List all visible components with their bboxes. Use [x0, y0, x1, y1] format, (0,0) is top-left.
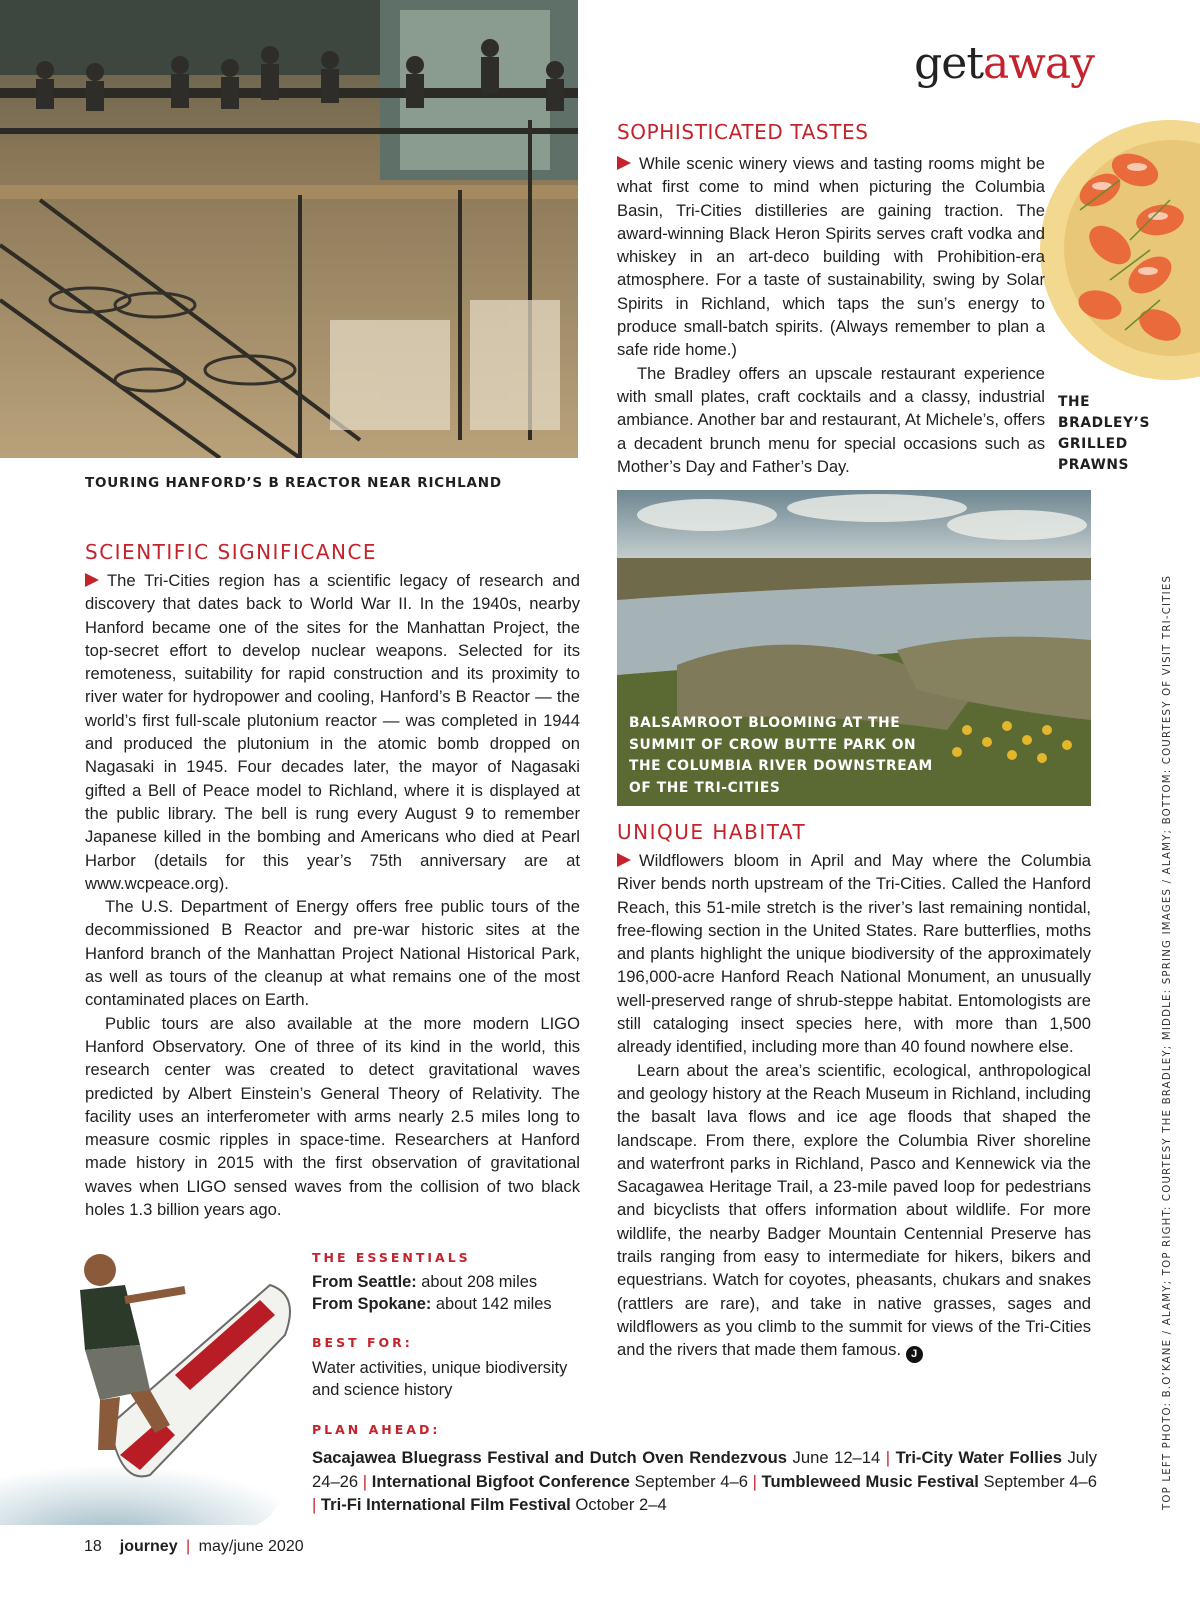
essentials-label: THE ESSENTIALS	[312, 1250, 471, 1265]
scientific-section	[85, 540, 580, 1221]
best-for-text: Water activities, unique biodiversity and science history	[312, 1359, 568, 1399]
magazine-name: journey	[119, 1538, 178, 1555]
section-logo	[914, 38, 1094, 89]
event-separator: |	[362, 1471, 368, 1491]
arrow-icon	[85, 573, 99, 587]
paragraph: The U.S. Department of Energy offers free public tours of the decommissioned B Reactor and pre-war historic sites at the Hanford branch of the Manhattan Project National Historical Park, as well as tours of the cleanup at what remains one of the most contaminated places on Earth.	[85, 897, 580, 1010]
paragraph-text: Wildflowers bloom in April and May where the Columbia River bends north upstream of the Tri-Cities. Called the Hanford Reach, this 51-mile stretch is the river’s last remaining nontidal, free-flowing section in the United States. Rare butterflies, moths and plants highlight the unique biodiversity of the approximately 196,000-acre Hanford Reach National Monument, an unusually well-preserved range of shrub-steppe habitat. Entomologists are still cataloging insect species here, with more than 1,500 already identified, including more than 40 found nowhere else.	[617, 851, 1091, 1057]
event-name: Sacajawea Bluegrass Festival and Dutch Oven Rendezvous	[312, 1448, 788, 1467]
prawns-caption-line: BRADLEY’S	[1058, 415, 1151, 431]
page-footer	[84, 1538, 304, 1556]
paragraph	[85, 569, 580, 895]
event-separator: |	[885, 1448, 891, 1467]
distance-spokane	[312, 1294, 592, 1316]
sophisticated-body	[617, 152, 1045, 478]
event-name: Tumbleweed Music Festival	[756, 1471, 979, 1491]
butte-caption-line: BALSAMROOT BLOOMING AT THE	[629, 715, 901, 731]
plan-ahead-label: PLAN AHEAD:	[312, 1422, 441, 1437]
sophisticated-section	[617, 120, 1045, 478]
paragraph-text: Learn about the area’s scientific, ecological, anthropological and geology history at the Reach Museum in Richland, including the basalt lava flows and ice age floods that shaped the landscape. From there, explore the Columbia River shoreline and waterfront parks in Richland, Pasco and Kennewick via the Sacagawea Heritage Trail, a 23-mile paved loop for pedestrians and bicyclists that offers information about wildlife. For more wildlife, the nearby Badger Mountain Centennial Preserve has trails ranging from easy to intermediate for hikers, bikers and equestrians. Watch for coyotes, pheasants, chukars and snakes (rattlers are rare), and take in native grasses, sages and wildflowers as you climb to the summit for views of the Tri-Cities and the rivers that made them famous.	[617, 1060, 1091, 1360]
distance-seattle	[312, 1272, 592, 1294]
butte-caption	[629, 713, 933, 799]
best-for-label: BEST FOR:	[312, 1335, 413, 1350]
paragraph-text: While scenic winery views and tasting rooms might be what first come to mind when picturing the Columbia Basin, Tri-Cities distilleries are gaining traction. The award-winning Black Heron Spirits serves craft vodka and whiskey in an art-deco building with Prohibition-era atmosphere. For a taste of sustainability, swing by Solar Spirits in Richland, which taps the sun’s energy to produce small-batch spirits. (Always remember to plan a safe ride home.)	[617, 154, 1045, 360]
plan-ahead	[312, 1422, 1097, 1517]
event-name: International Bigfoot Conference	[367, 1471, 630, 1491]
sophisticated-heading: SOPHISTICATED TASTES	[617, 120, 869, 144]
reactor-photo	[0, 0, 578, 458]
scientific-body	[85, 569, 580, 1221]
page-number: 18	[84, 1538, 102, 1555]
distance-value: about 142 miles	[431, 1294, 552, 1313]
essentials-distance	[312, 1272, 592, 1315]
butte-caption-line: SUMMIT OF CROW BUTTE PARK ON	[629, 736, 917, 753]
unique-body	[617, 849, 1091, 1363]
paragraph	[617, 849, 1091, 1059]
event-separator: |	[752, 1471, 757, 1491]
event-separator: |	[312, 1495, 317, 1514]
prawns-caption-line: GRILLED	[1058, 436, 1128, 452]
paragraph-text: The Tri-Cities region has a scientific legacy of research and discovery that dates back to World War II. In the 1940s, nearby Hanford became one of the sites for the Manhattan Project, the top-secret effort to develop nuclear weapons. Selected for its remoteness, suitability for rapid construction and its proximity to river water for hydropower and cooling, Hanford’s B Reactor — the world’s first full-scale plutonium reactor — was completed in 1944 and produced the plutonium in the atomic bomb dropped on Nagasaki in 1945. Four decades later, the mayor of Nagasaki gifted a Bell of Peace model to Richland, where it is displayed at the public library. The bell is rung every August 9 to remember Japanese killed in the bombing and Americans who died at Pearl Harbor (details for this year’s 75th anniversary are at www.wcpeace.org).	[85, 571, 580, 893]
reactor-photo-caption: TOURING HANFORD’S B REACTOR NEAR RICHLAND	[85, 475, 502, 491]
prawns-caption	[1058, 392, 1150, 476]
event-date: July 24–26	[312, 1448, 1097, 1491]
paragraph	[617, 152, 1045, 362]
arrow-icon	[617, 156, 631, 170]
footer-separator: |	[186, 1538, 191, 1555]
event-date: June 12–14	[787, 1448, 886, 1467]
event-name: Tri-City Water Follies	[890, 1448, 1062, 1467]
plan-ahead-events	[312, 1446, 1097, 1517]
paragraph: Public tours are also available at the more modern LIGO Hanford Observatory. One of three of its kind in the world, this research center was created to detect gravitational waves predicted by Albert Einstein’s General Theory of Relativity. The facility uses an interferometer with arms nearly 2.5 miles long to measure cosmic ripples in space-time. Researchers at Hanford made history in 2015 with the first observation of gravitational waves when LIGO sensed waves from the collision of two black holes 1.3 billion years ago.	[85, 1013, 580, 1220]
section-logo-part2: away	[983, 38, 1094, 89]
paragraph: The Bradley offers an upscale restaurant experience with small plates, craft cocktails and a classy, industrial ambiance. Another bar and restaurant, At Michele’s, offers a decadent brunch menu for special occasions such as Mother’s Day and Father’s Day.	[617, 363, 1045, 476]
butte-caption-line: OF THE TRI-CITIES	[629, 779, 781, 796]
prawns-photo	[1040, 110, 1200, 390]
unique-heading: UNIQUE HABITAT	[617, 820, 807, 844]
issue-date: may/june 2020	[198, 1538, 304, 1555]
photo-credits: TOP LEFT PHOTO: B.O’KANE / ALAMY; TOP RIGHT: COURTESY THE BRADLEY; MIDDLE: SPRING IMAGES / ALAMY; BOTTOM: COURTESY OF VISIT TRI-CITIES	[1162, 574, 1173, 1510]
unique-section	[617, 820, 1091, 1363]
prawns-caption-line: THE	[1058, 394, 1091, 410]
distance-label: From Seattle:	[312, 1273, 417, 1291]
distance-label: From Spokane:	[312, 1294, 432, 1313]
jetski-photo	[0, 1225, 300, 1525]
end-mark-icon: J	[906, 1346, 923, 1363]
distance-value: about 208 miles	[416, 1273, 538, 1291]
section-logo-part1: get	[914, 38, 984, 89]
prawns-caption-line: PRAWNS	[1058, 457, 1130, 473]
essentials-box	[312, 1250, 592, 1401]
paragraph	[617, 1059, 1091, 1364]
butte-caption-line: THE COLUMBIA RIVER DOWNSTREAM	[629, 758, 933, 774]
scientific-heading: SCIENTIFIC SIGNIFICANCE	[85, 540, 378, 564]
event-name: Tri-Fi International Film Festival	[316, 1495, 571, 1514]
event-date: September 4–6	[978, 1471, 1098, 1491]
event-date: October 2–4	[570, 1495, 667, 1514]
arrow-icon	[617, 853, 631, 867]
event-date: September 4–6	[629, 1471, 753, 1491]
